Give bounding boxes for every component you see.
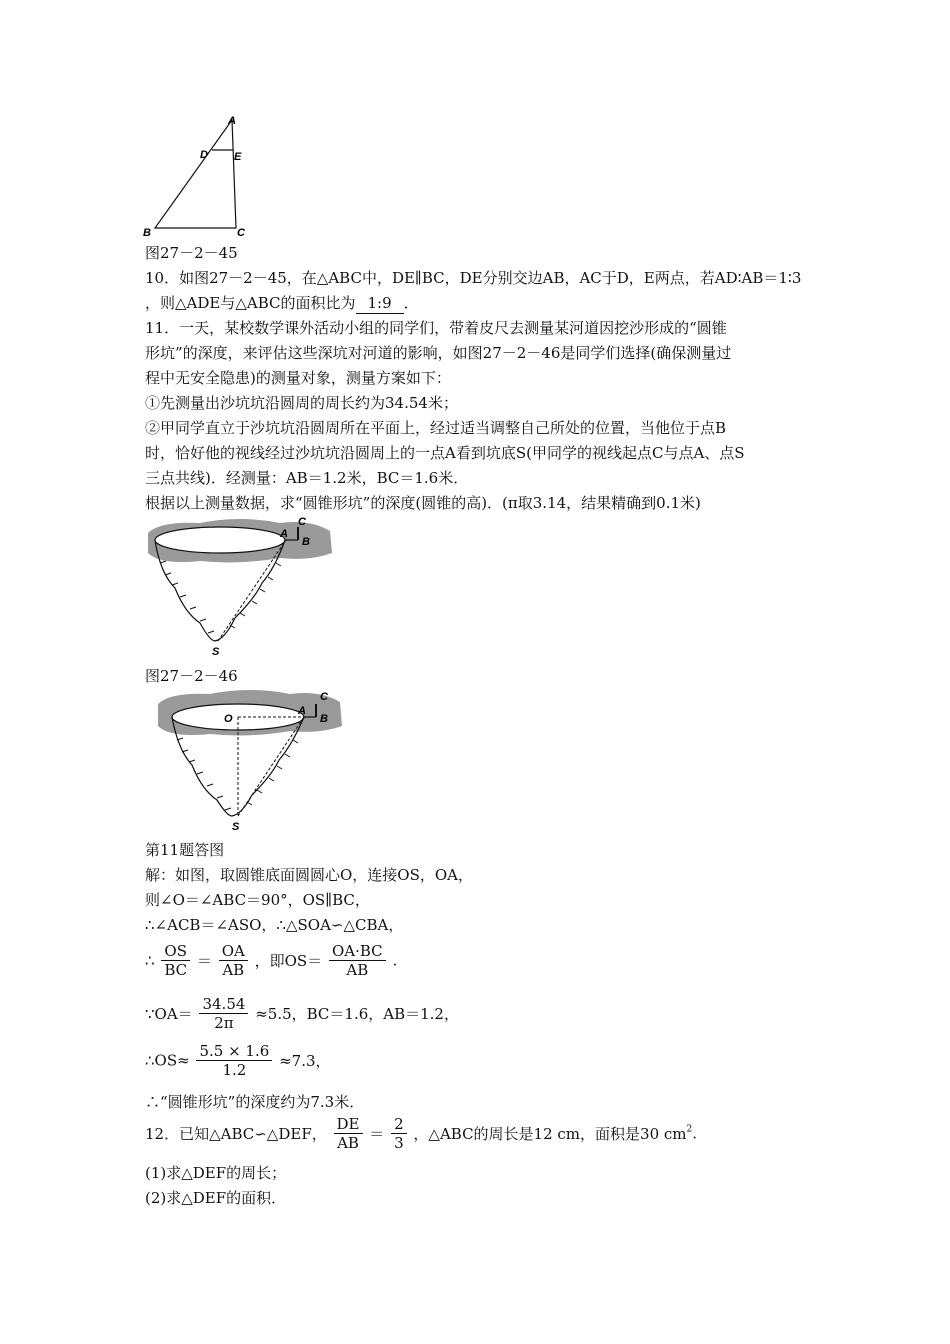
q12-part-1: (1)求△DEF的周长； bbox=[145, 1164, 287, 1182]
fraction-de-ab: $\frac{DE}{AB}$ bbox=[334, 1115, 363, 1152]
fig46-caption: 图27－2－46 bbox=[145, 667, 238, 685]
label-c: C bbox=[298, 516, 306, 528]
cone-pit-figure bbox=[140, 513, 340, 661]
q11-line: ②甲同学直立于沙坑坑沿圆周所在平面上，经过适当调整自己所处的位置，当他位于点B bbox=[145, 419, 727, 437]
label-a: A bbox=[298, 705, 306, 717]
pit-rim bbox=[155, 527, 285, 553]
label-o: O bbox=[224, 713, 233, 725]
q11-line: 时，恰好他的视线经过沙坑坑沿圆周上的一点A看到坑底S(甲同学的视线起点C与点A、点S bbox=[145, 444, 745, 462]
fraction-oabc-ab: $\frac{OA\cdot BC}{AB}$ bbox=[329, 942, 386, 979]
fraction-os-bc: $\frac{OS}{BC}$ bbox=[161, 942, 190, 979]
q10-line2 bbox=[145, 293, 419, 314]
label-c: C bbox=[237, 227, 245, 239]
fraction-circumference: $\frac{34.54}{2\pi}$ bbox=[199, 995, 248, 1032]
label-c: C bbox=[320, 691, 328, 703]
answer-figure-caption: 第11题答图 bbox=[145, 841, 225, 859]
q10-line2-pre: ，则△ADE与△ABC的面积比为 bbox=[145, 294, 356, 312]
label-b: B bbox=[143, 227, 151, 239]
label-e: E bbox=[234, 151, 242, 163]
triangle-figure bbox=[140, 110, 260, 240]
solution-line-4: ∴ $\frac{OS}{BC}$ ＝ $\frac{OA}{AB}$ ，即OS＝ $\frac{OA\cdot BC}{AB}$ . bbox=[145, 942, 398, 979]
solution-line-2: 则∠O＝∠ABC＝90°，OS∥BC， bbox=[145, 891, 370, 909]
fig45-caption: 图27－2－45 bbox=[145, 244, 238, 262]
q12-statement: 12．已知△ABC∽△DEF， $\frac{DE}{AB}$ ＝ $\frac{2}{3}$ ，△ABC的周长是12 cm，面积是30 $cm^2$. bbox=[145, 1115, 698, 1152]
q11-line: ①先测量出沙坑坑沿圆周的周长约为34.54米； bbox=[145, 394, 458, 412]
solution-line-3: ∴∠ACB＝∠ASO，∴△SOA∽△CBA， bbox=[145, 916, 404, 934]
solution-line-7: ∴“圆锥形坑”的深度约为7.3米． bbox=[145, 1093, 365, 1111]
q11-line: 程中无安全隐患)的测量对象，测量方案如下： bbox=[145, 369, 451, 387]
fraction-os-value: $\frac{5.5 \times 1.6}{1.2}$ bbox=[196, 1042, 272, 1079]
q11-line: 形坑”的深度，来评估这些深坑对河道的影响，如图27－2－46是同学们选择(确保测量过 bbox=[145, 344, 732, 362]
q11-line: 根据以上测量数据，求“圆锥形坑”的深度(圆锥的高)．(π取3.14，结果精确到0.1米) bbox=[145, 494, 701, 512]
answer-figure bbox=[150, 686, 350, 834]
solution-line-6: ∴OS≈ $\frac{5.5 \times 1.6}{1.2}$ ≈7.3， bbox=[145, 1042, 331, 1079]
label-b: B bbox=[302, 536, 310, 548]
pit-hatching bbox=[160, 561, 281, 633]
solution-line-5: ∵OA＝ $\frac{34.54}{2\pi}$ ≈5.5，BC＝1.6，AB＝1.2， bbox=[145, 995, 459, 1032]
q10-answer: 1:9 bbox=[356, 293, 404, 314]
fraction-oa-ab: $\frac{OA}{AB}$ bbox=[219, 942, 248, 979]
q10-line2-post: ． bbox=[403, 294, 419, 312]
q11-line: 11．一天，某校数学课外活动小组的同学们，带着皮尺去测量某河道因挖沙形成的“圆锥 bbox=[145, 319, 727, 337]
q12-part-2: (2)求△DEF的面积． bbox=[145, 1189, 287, 1207]
q11-line: 三点共线)．经测量：AB＝1.2米，BC＝1.6米． bbox=[145, 469, 469, 487]
label-s: S bbox=[212, 646, 220, 658]
label-s: S bbox=[232, 821, 240, 833]
solution-line-1: 解：如图，取圆锥底面圆圆心O，连接OS，OA， bbox=[145, 866, 474, 884]
triangle-abc bbox=[155, 120, 236, 228]
label-a: A bbox=[228, 115, 236, 127]
label-d: D bbox=[200, 149, 208, 161]
q10-line1: 10．如图27－2－45，在△ABC中，DE∥BC，DE分别交边AB，AC于D，E两点，若AD∶AB＝1∶3 bbox=[145, 269, 802, 287]
fraction-two-thirds: $\frac{2}{3}$ bbox=[391, 1115, 407, 1152]
label-a: A bbox=[280, 528, 288, 540]
label-b: B bbox=[320, 713, 328, 725]
